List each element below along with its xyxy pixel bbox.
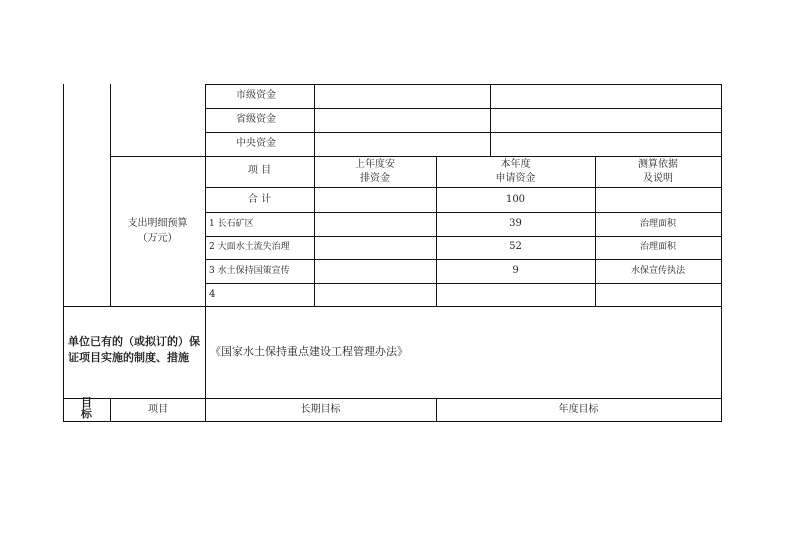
- funding-province-label: 省级资金: [236, 114, 276, 125]
- rule-funding-1: [205, 108, 721, 109]
- rule-expense-header: [205, 187, 721, 188]
- rule-system-top: [63, 306, 721, 307]
- rule-row-2: [205, 236, 721, 237]
- expense-label-line1: 支出明细预算: [127, 218, 188, 229]
- targets-long-term: 长期目标: [300, 404, 341, 415]
- rule-row-1: [205, 212, 721, 213]
- rule-top-funding: [205, 84, 721, 85]
- rule-target-item-left: [110, 398, 111, 422]
- rule-right-outer: [721, 84, 722, 422]
- row-1-curr: 39: [509, 218, 522, 229]
- system-label-line1: 单位已有的（或拟订的）保: [68, 335, 200, 348]
- header-basis-line1: 测算依据: [638, 159, 678, 170]
- funding-city-label: 市级资金: [236, 90, 276, 101]
- targets-label-line1: 目: [81, 396, 92, 409]
- row-2-curr: 52: [509, 241, 522, 252]
- system-value: 《国家水土保持重点建设工程管理办法》: [210, 345, 408, 358]
- row-3-basis: 水保宣传执法: [630, 266, 685, 276]
- system-label-line2: 证项目实施的制度、措施: [68, 351, 189, 364]
- rule-bottom: [63, 421, 721, 422]
- funding-central-label: 中央资金: [236, 138, 276, 149]
- header-basis-line2: 及说明: [643, 173, 673, 184]
- rule-row-4: [205, 283, 721, 284]
- row-3-curr: 9: [512, 265, 519, 276]
- expense-label-line2: （万元）: [137, 233, 178, 244]
- rule-left-outer: [63, 84, 64, 422]
- row-total-curr: 100: [505, 194, 526, 205]
- rule-row-3: [205, 259, 721, 260]
- rule-items-left: [205, 84, 206, 422]
- rule-funding-split-2: [490, 84, 491, 156]
- targets-item: 项目: [148, 404, 168, 415]
- header-prev-line1: 上年度安: [355, 159, 395, 170]
- row-3-item: 3 水土保持国策宣传: [209, 266, 290, 276]
- rule-funding-2: [205, 132, 721, 133]
- header-prev-line2: 排资金: [360, 173, 390, 184]
- header-curr-line1: 本年度: [500, 159, 531, 170]
- rule-target-top: [63, 398, 721, 399]
- targets-label-line2: 标: [81, 407, 92, 420]
- targets-annual: 年度目标: [558, 404, 599, 415]
- rule-funding-split-1: [314, 84, 315, 156]
- row-1-item: 1 长石矿区: [209, 219, 254, 229]
- row-4-item: 4: [209, 289, 216, 300]
- rule-expense-top: [110, 156, 721, 157]
- rule-left-inner: [110, 84, 111, 306]
- row-total-item: 合 计: [247, 194, 272, 205]
- header-item: 项 目: [247, 165, 272, 176]
- row-2-basis: 治理面积: [639, 242, 676, 252]
- row-1-basis: 治理面积: [639, 219, 676, 229]
- row-2-item: 2 大面水土流失治理: [209, 242, 290, 252]
- header-curr-line2: 申请资金: [495, 173, 536, 184]
